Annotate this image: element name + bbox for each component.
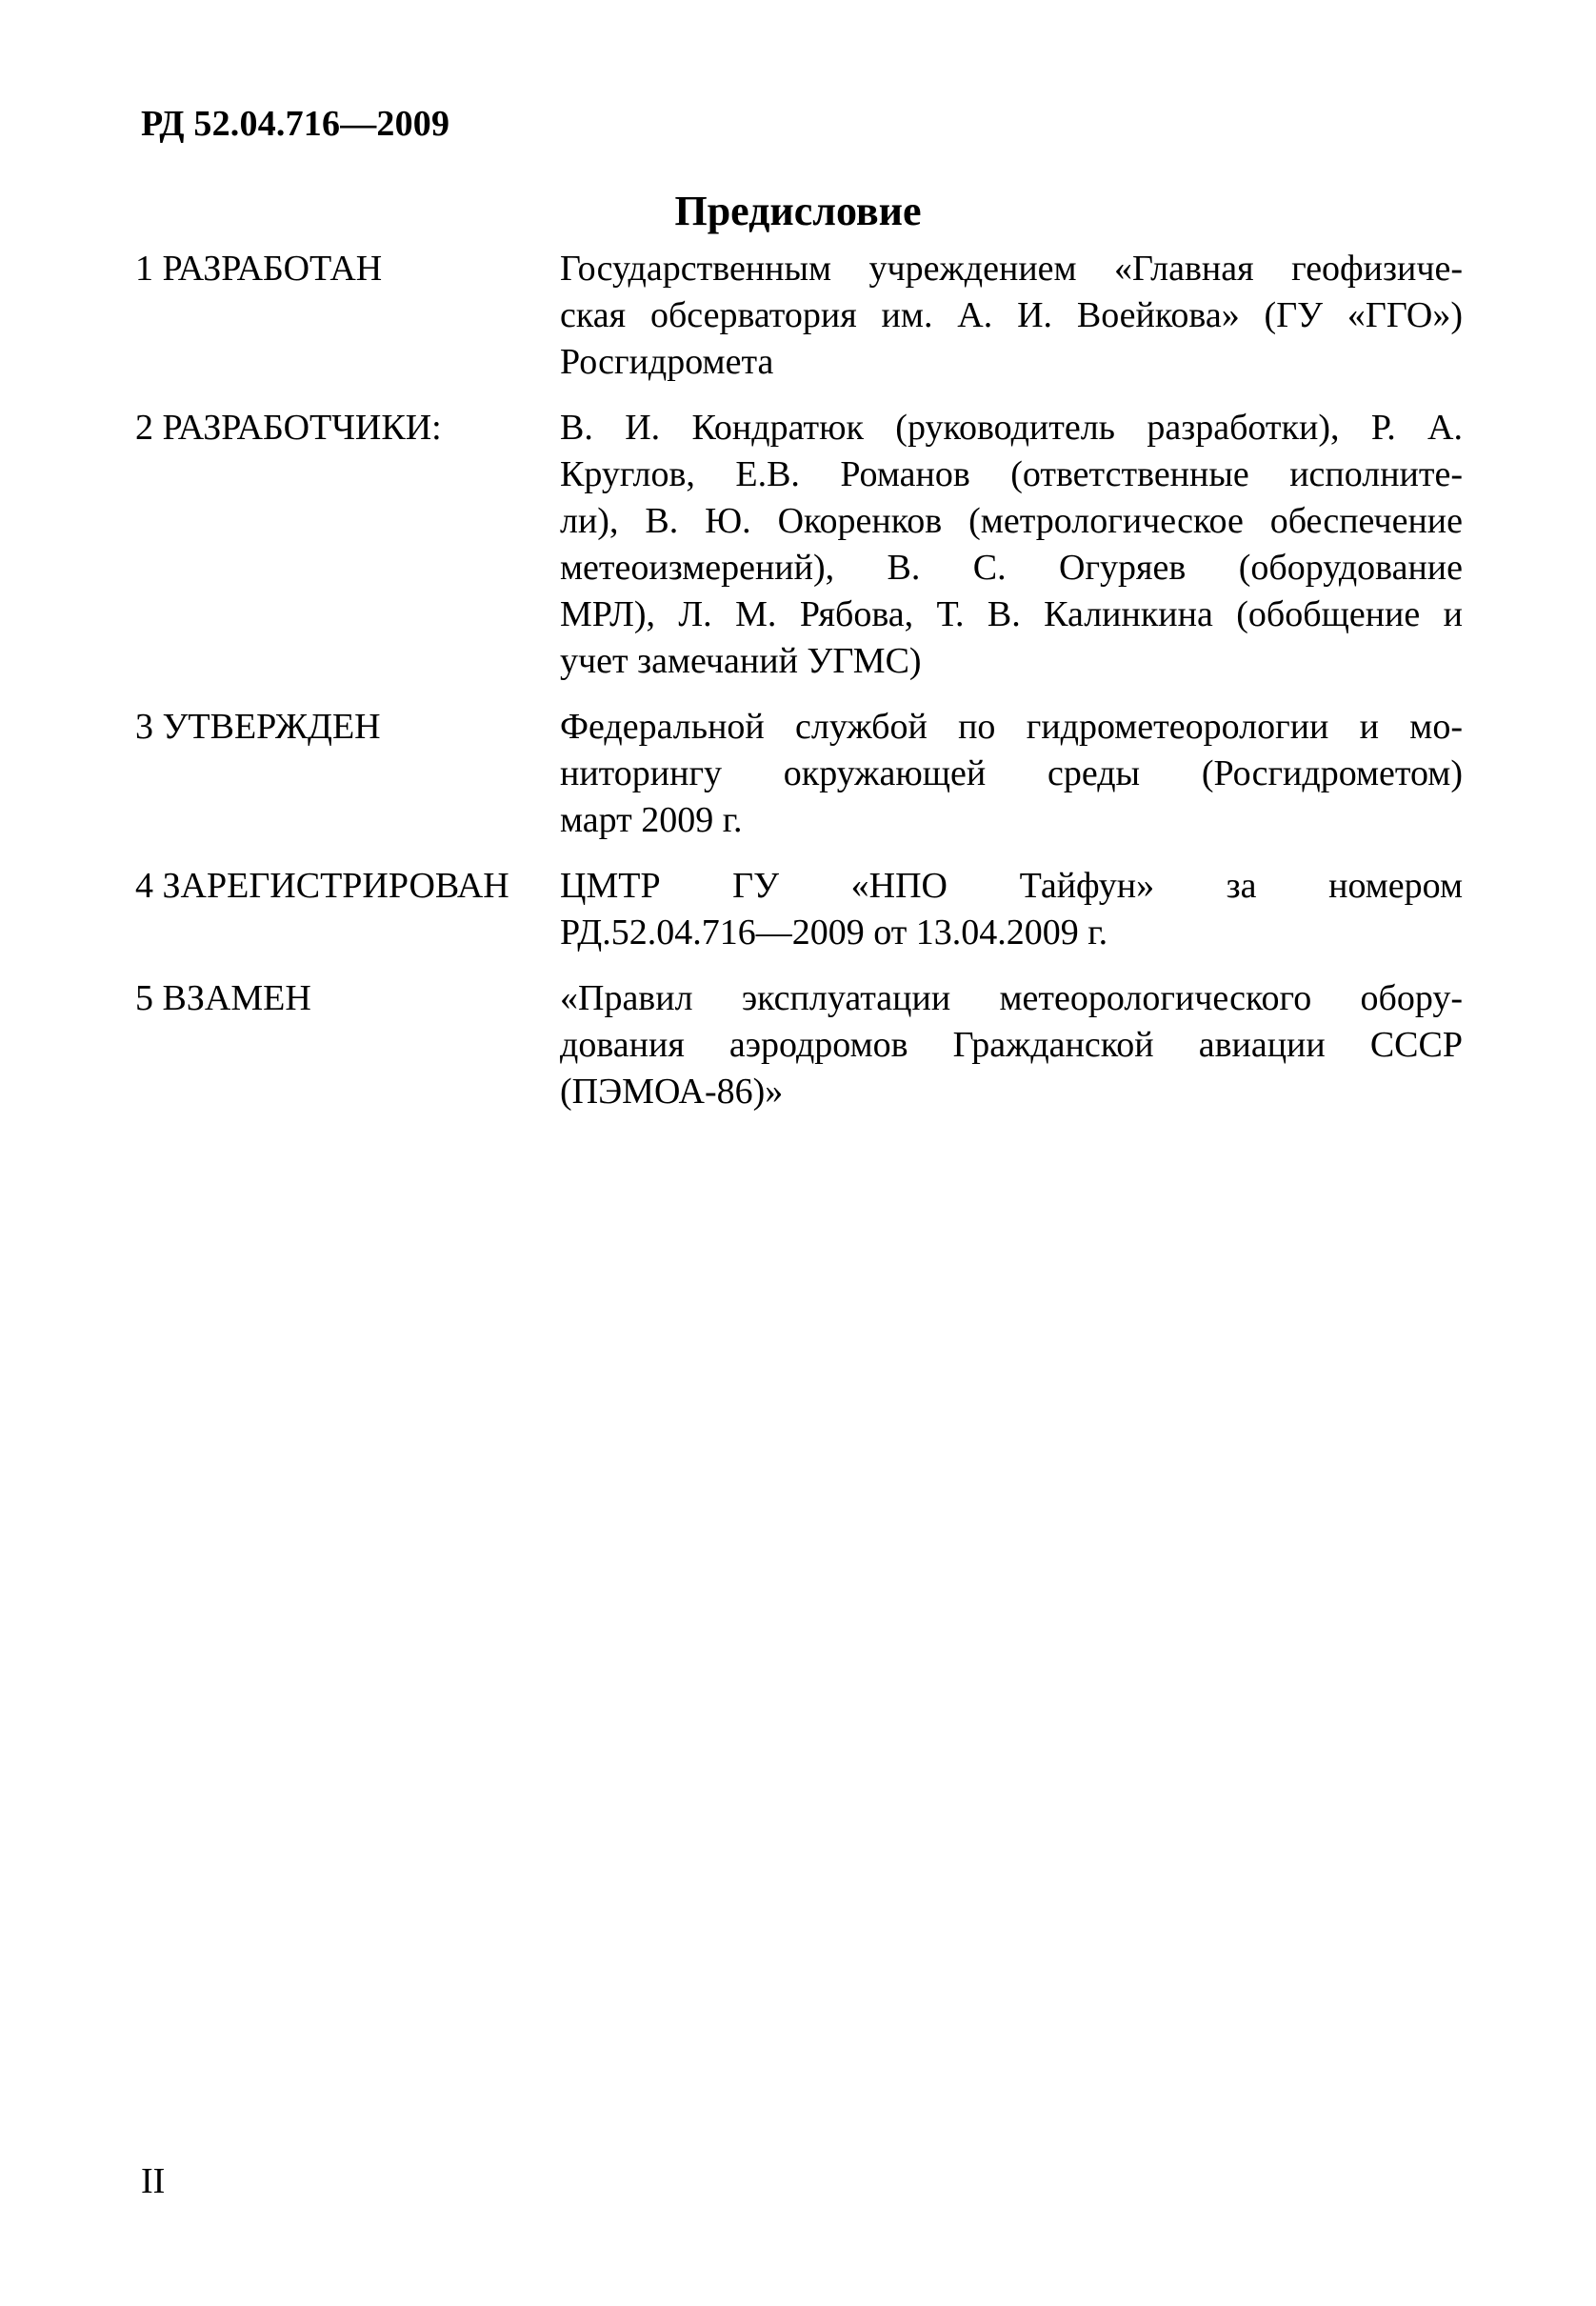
text-line: (ПЭМОА-86)»	[560, 1072, 784, 1112]
entry-developers	[135, 405, 1463, 685]
text-line: ЦМТР ГУ «НПО Тайфун» за номером	[560, 866, 1463, 906]
text-line: В. И. Кондратюк (руководитель разработки), Р. А.	[560, 408, 1463, 448]
page-title: Предисловие	[674, 188, 922, 234]
text-line: ли), В. Ю. Окоренков (метрологическое обеспечение	[560, 501, 1463, 541]
entry-text	[560, 246, 1463, 386]
text-line: Федеральной службой по гидрометеорологии и мо-	[560, 707, 1463, 747]
entry-text	[560, 405, 1463, 685]
document-code: РД 52.04.716—2009	[141, 104, 450, 144]
entry-text	[560, 975, 1463, 1115]
page-number: II	[141, 2161, 166, 2201]
entry-label: 1 РАЗРАБОТАН	[135, 249, 383, 289]
entry-developed-by	[135, 246, 1463, 386]
text-line: РД.52.04.716—2009 от 13.04.2009 г.	[560, 912, 1108, 952]
text-line: метеоизмерений), В. С. Огуряев (оборудование	[560, 548, 1463, 588]
text-line: ская обсерватория им. А. И. Воейкова» (ГУ «ГГО»)	[560, 295, 1463, 335]
text-line: учет замечаний УГМС)	[560, 641, 922, 681]
entry-label: 4 ЗАРЕГИСТРИРОВАН	[135, 866, 509, 906]
preface-entries	[135, 246, 1463, 1134]
text-line: ниторингу окружающей среды (Росгидрометом)	[560, 753, 1463, 793]
entry-replaces	[135, 975, 1463, 1115]
text-line: МРЛ), Л. М. Рябова, Т. В. Калинкина (обобщение и	[560, 594, 1463, 634]
text-line: Государственным учреждением «Главная геофизиче-	[560, 249, 1463, 289]
entry-text	[560, 704, 1463, 844]
entry-approved	[135, 704, 1463, 844]
entry-label: 3 УТВЕРЖДЕН	[135, 707, 381, 747]
text-line: Круглов, Е.В. Романов (ответственные исполните-	[560, 454, 1463, 494]
entry-registered	[135, 863, 1463, 956]
text-line: дования аэродромов Гражданской авиации СССР	[560, 1025, 1463, 1065]
entry-label: 5 ВЗАМЕН	[135, 978, 311, 1018]
text-line: март 2009 г.	[560, 800, 743, 840]
text-line: Росгидромета	[560, 342, 774, 382]
text-line: «Правил эксплуатации метеорологического обору-	[560, 978, 1463, 1018]
entry-text	[560, 863, 1463, 956]
entry-label: 2 РАЗРАБОТЧИКИ:	[135, 408, 442, 448]
